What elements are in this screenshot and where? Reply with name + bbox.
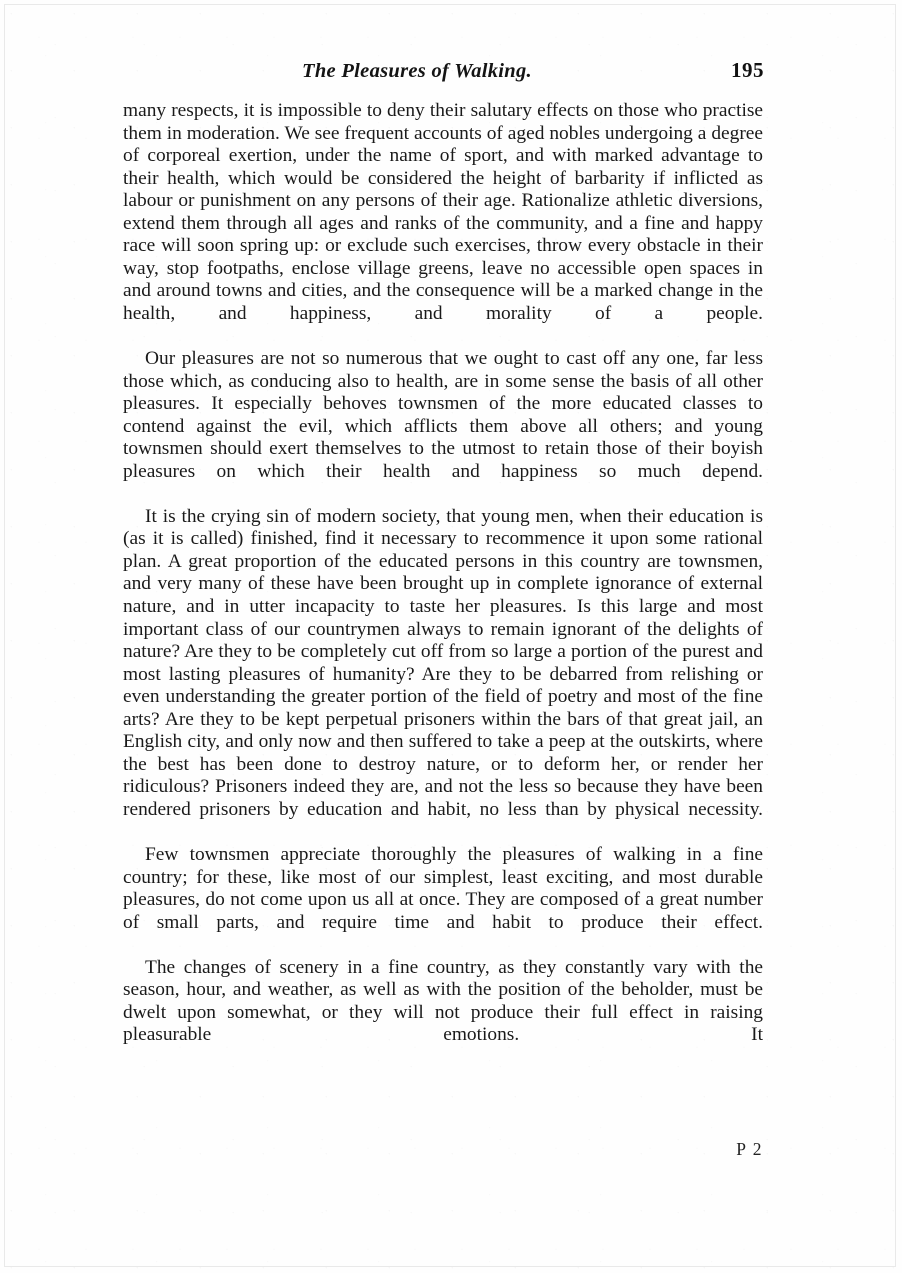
text-block bbox=[123, 58, 763, 1070]
paragraph: The changes of scenery in a fine country, as they constantly vary with the season, hour, and weather, as well as with the position of the beholder, must be dwelt upon somewhat, or they will not produce their full effect in raising pleasurable emotions. It bbox=[123, 956, 763, 1046]
paragraph: It is the crying sin of modern society, that young men, when their education is (as it is called) finished, find it necessary to recommence it upon some rational plan. A great proportion of the educated persons in this country are townsmen, and very many of these have been brought up in complete ignorance of external nature, and in utter incapacity to taste her pleasures. Is this large and most important class of our countrymen always to remain ignorant of the delights of nature? Are they to be completely cut off from so large a portion of the purest and most lasting pleasures of humanity? Are they to be debarred from relishing or even understanding the greater portion of the field of poetry and most of the fine arts? Are they to be kept perpetual prisoners within the bars of that great jail, an English city, and only now and then suffered to take a peep at the outskirts, where the best has been done to destroy nature, or to deform her, or render her ridiculous? Prisoners indeed they are, and not the less so because they have been rendered prisoners by education and habit, no less than by physical necessity. bbox=[123, 505, 763, 820]
page-number: 195 bbox=[731, 58, 764, 82]
paragraph: Our pleasures are not so numerous that we ought to cast off any one, far less those which, as conducing also to health, are in some sense the basis of all other pleasures. It especially behoves townsmen of the more educated classes to contend against the evil, which afflicts them above all others; and young townsmen should exert themselves to the utmost to retain those of their boyish pleasures on which their health and happiness so much depend. bbox=[123, 348, 763, 482]
signature-mark: P 2 bbox=[736, 1139, 763, 1159]
paragraph: Few townsmen appreciate thoroughly the pleasures of walking in a fine country; for these, like most of our simplest, least exciting, and most durable pleasures, do not come upon us all at once. They are composed of a great number of small parts, and require time and habit to produce their effect. bbox=[123, 844, 763, 933]
page-title: The Pleasures of Walking. bbox=[302, 60, 532, 82]
running-head bbox=[123, 58, 763, 98]
paragraph: many respects, it is impossible to deny their salutary effects on those who practise them in moderation. We see frequent accounts of aged nobles undergoing a degree of corporeal exertion, under the name of sport, and with marked advantage to their health, which would be considered the height of barbarity if inflicted as labour or punishment on any persons of their age. Rationalize athletic diversions, extend them through all ages and ranks of the community, and a fine and happy race will soon spring up: or exclude such exercises, throw every obstacle in their way, stop footpaths, enclose village greens, leave no accessible open spaces in and around towns and cities, and the consequence will be a marked change in the health, and happiness, and morality of a people. bbox=[123, 100, 763, 324]
body-text bbox=[123, 100, 763, 1070]
